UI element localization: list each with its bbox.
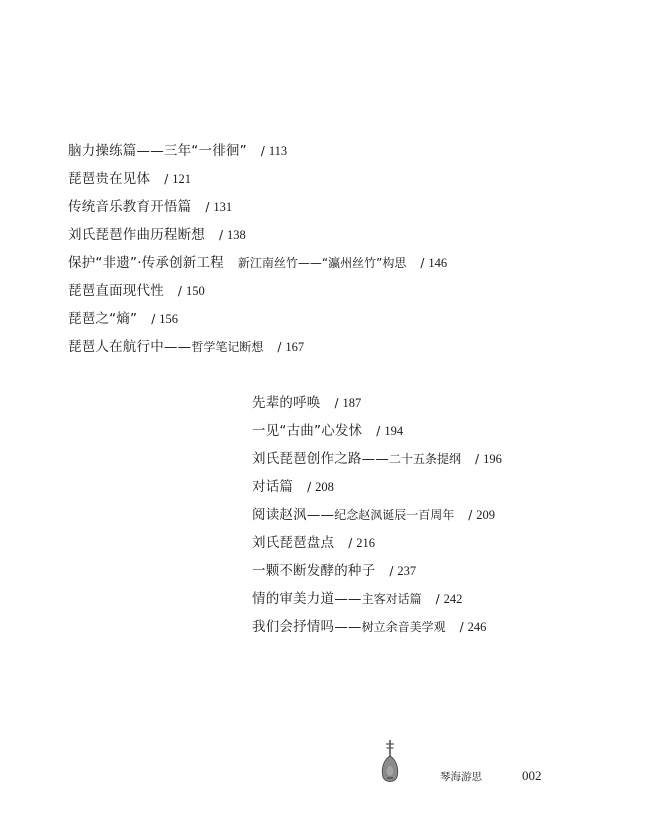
toc-entry-title: 琵琶贵在见体 [68,171,151,187]
toc-entry-title: 琵琶之“熵” [68,311,138,327]
toc-entry-title: 我们会抒情吗—— [252,619,362,635]
page-separator: / [177,284,182,298]
toc-entry-page-number: 156 [159,312,178,326]
page-separator: / [151,312,156,326]
page-separator: / [277,340,282,354]
toc-entry-subtitle: 新江南丝竹——“瀛州丝竹”构思 [237,256,407,270]
toc-entry[interactable] [68,337,447,365]
toc-entry[interactable] [252,561,502,589]
toc-entry[interactable] [68,225,447,253]
toc-entry[interactable] [252,533,502,561]
toc-entry-subtitle: 主客对话篇 [361,592,422,606]
toc-entry-page-number: 167 [285,340,305,354]
toc-entry[interactable] [252,477,502,505]
toc-entry[interactable] [68,141,447,169]
toc-entry-page-number: 208 [315,480,334,494]
toc-entry[interactable] [252,505,502,533]
toc-entry[interactable] [68,253,447,281]
toc-entry-title: 刘氏琵琶作曲历程断想 [68,227,205,243]
toc-entry-page-number: 113 [268,144,288,158]
page-separator: / [348,536,353,550]
toc-entry-page-number: 216 [356,536,375,550]
toc-entry-subtitle: 哲学笔记断想 [191,340,264,354]
toc-entry-page-number: 237 [397,564,417,578]
pipa-icon [379,738,401,786]
page-separator: / [219,228,224,242]
toc-entry-page-number: 196 [483,452,502,466]
toc-entry-page-number: 150 [185,284,205,298]
toc-entry-title: 保护“非遗”·传承创新工程 [68,255,224,271]
toc-entry-title: 琵琶人在航行中—— [68,339,192,355]
toc-entry-page-number: 209 [476,508,496,522]
page-separator: / [376,424,381,438]
toc-entry-title: 刘氏琵琶创作之路—— [252,451,389,467]
page-separator: / [205,200,210,214]
page-separator: / [334,396,339,410]
toc-entry-title: 刘氏琵琶盘点 [252,535,335,551]
toc-entry-subtitle: 树立余音美学观 [361,620,446,634]
toc-entry-page-number: 146 [428,256,448,270]
toc-entry-page-number: 138 [227,228,246,242]
toc-entry-title: 脑力操练篇——三年“一徘徊” [68,143,247,159]
toc-entry[interactable] [252,449,502,477]
toc-entry-subtitle: 二十五条提纲 [389,452,462,466]
toc-entry[interactable] [252,589,502,617]
page-separator: / [420,256,425,270]
toc-upper-section [68,141,447,365]
toc-entry-page-number: 194 [384,424,404,438]
toc-entry-page-number: 121 [172,172,191,186]
toc-entry-page-number: 131 [213,200,233,214]
toc-entry-page-number: 242 [443,592,463,606]
running-footer-page-number: 002 [522,768,542,783]
page-separator: / [459,620,464,634]
toc-entry-title: 阅读赵沨—— [252,507,335,523]
toc-entry-page-number: 187 [342,396,362,410]
toc-entry[interactable] [68,197,447,225]
toc-lower-section [252,393,502,645]
page-separator: / [307,480,312,494]
toc-entry-title: 先辈的呼唤 [252,395,321,411]
toc-entry[interactable] [68,281,447,309]
toc-entry-title: 对话篇 [252,479,294,495]
page-separator: / [435,592,440,606]
toc-entry-title: 琵琶直面现代性 [68,283,164,299]
toc-entry-title: 传统音乐教育开悟篇 [68,199,192,215]
page-separator: / [164,172,169,186]
toc-entry-title: 一见“古曲”心发怵 [252,423,363,439]
toc-entry-page-number: 246 [467,620,487,634]
toc-entry-title: 一颗不断发酵的种子 [252,563,376,579]
page-separator: / [389,564,394,578]
toc-entry[interactable] [252,617,502,645]
toc-entry[interactable] [68,169,447,197]
toc-entry[interactable] [252,393,502,421]
toc-entry[interactable] [68,309,447,337]
page-separator: / [475,452,480,466]
toc-entry[interactable] [252,421,502,449]
page-separator: / [468,508,473,522]
toc-entry-subtitle: 纪念赵沨诞辰一百周年 [334,508,455,522]
page-separator: / [260,144,265,158]
toc-entry-title: 情的审美力道—— [252,591,362,607]
running-footer-book-title: 琴海游思 [440,771,482,783]
